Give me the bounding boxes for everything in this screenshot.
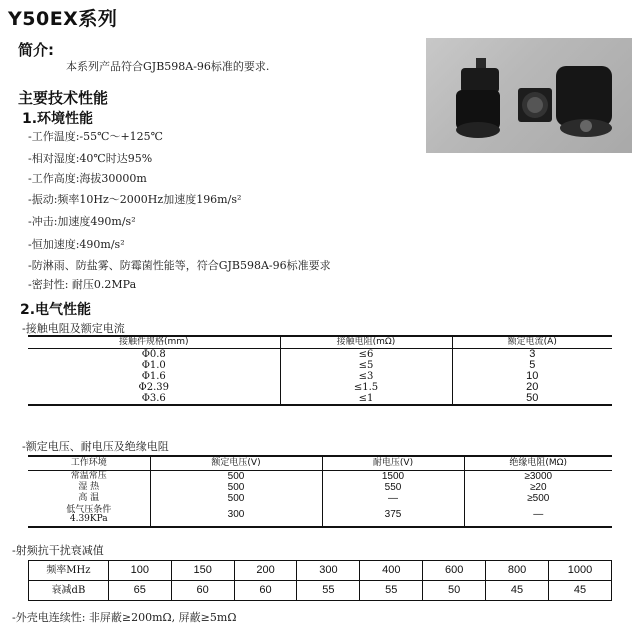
table-cell: Φ2.39 xyxy=(138,381,169,393)
env-item: -相对湿度:40℃时达95% xyxy=(28,152,153,165)
table-cell: 60 xyxy=(234,581,297,601)
table-cell: 45 xyxy=(548,581,611,601)
table-cell: ≥3000 xyxy=(464,471,612,483)
connector-illustration xyxy=(426,38,632,153)
table-cell: 500 xyxy=(150,471,322,483)
env-heading: 1.环境性能 xyxy=(22,111,94,127)
table-cell: 65 xyxy=(108,581,171,601)
env-item: -密封性: 耐压0.2MPa xyxy=(28,278,137,291)
env-item: -工作高度:海拔30000m xyxy=(28,172,147,185)
table-cell: 55 xyxy=(360,581,423,601)
table-row xyxy=(28,482,612,493)
env-item: -振动:频率10Hz～2000Hz加速度196m/s² xyxy=(28,193,242,206)
env-item: -恒加速度:490m/s² xyxy=(28,238,125,251)
table-cell: 600 xyxy=(423,561,486,581)
table-cell: ≤1.5 xyxy=(280,382,452,393)
table-cell: 500 xyxy=(150,493,322,504)
shell-continuity: -外壳电连续性: 非屏蔽≥200mΩ, 屏蔽≥5mΩ xyxy=(12,611,237,624)
table-cell: 湿 热 xyxy=(78,481,100,492)
table-row xyxy=(28,493,612,504)
table-cell: 800 xyxy=(486,561,549,581)
table-header: 工作环境 xyxy=(28,456,150,471)
table-cell: — xyxy=(322,493,464,504)
intro-heading: 简介: xyxy=(18,41,54,59)
table-row xyxy=(28,393,612,405)
env-item: -冲击:加速度490m/s² xyxy=(28,215,136,228)
table-row xyxy=(29,561,612,581)
table-cell: Φ1.6 xyxy=(141,370,166,382)
table-cell: ≤5 xyxy=(280,360,452,371)
voltage-table-label: -额定电压、耐电压及绝缘电阻 xyxy=(22,440,169,453)
table-cell: 55 xyxy=(297,581,360,601)
table-cell: 550 xyxy=(322,482,464,493)
table-row xyxy=(29,581,612,601)
table-cell: 150 xyxy=(171,561,234,581)
table-cell: 45 xyxy=(486,581,549,601)
table-cell: 100 xyxy=(108,561,171,581)
table-cell: Φ1.0 xyxy=(141,359,166,371)
table-cell: 60 xyxy=(171,581,234,601)
table-row xyxy=(28,471,612,483)
elec-heading: 2.电气性能 xyxy=(20,302,92,318)
table-cell: 400 xyxy=(360,561,423,581)
table-cell: 频率MHz xyxy=(29,561,109,581)
table-row xyxy=(28,504,612,527)
product-photo xyxy=(426,38,632,153)
table-cell: Φ3.6 xyxy=(141,392,166,404)
table-cell: ≤3 xyxy=(280,371,452,382)
table-cell: 10 xyxy=(452,371,612,382)
table-cell: 1500 xyxy=(322,471,464,483)
table-cell: 低气压条件 4.39KPa xyxy=(66,504,112,524)
contact-resistance-table xyxy=(28,335,612,406)
table-cell: ≤6 xyxy=(280,349,452,361)
table-header: 额定电压(V) xyxy=(150,456,322,471)
table-cell: 1000 xyxy=(548,561,611,581)
table-row xyxy=(28,371,612,382)
env-item: -防淋雨、防盐雾、防霉菌性能等，符合GJB598A-96标准要求 xyxy=(28,259,331,272)
table-cell: 300 xyxy=(150,504,322,527)
table-header: 接触电阻(mΩ) xyxy=(280,336,452,349)
table-cell: 50 xyxy=(452,393,612,405)
table-cell: 5 xyxy=(452,360,612,371)
table-cell: 常温常压 xyxy=(70,470,107,481)
env-item: -工作温度:-55℃～+125℃ xyxy=(28,130,163,143)
table-cell: ≥20 xyxy=(464,482,612,493)
table-cell: 375 xyxy=(322,504,464,527)
rf-table-label: -射频抗干扰衰减值 xyxy=(12,544,104,557)
table-cell: ≥500 xyxy=(464,493,612,504)
table-header: 绝缘电阻(MΩ) xyxy=(464,456,612,471)
table-cell: 50 xyxy=(423,581,486,601)
table-header: 接触件规格(mm) xyxy=(28,336,280,349)
main-heading: 主要技术性能 xyxy=(18,89,109,107)
table-row xyxy=(28,349,612,361)
table-cell: ≤1 xyxy=(280,393,452,405)
table-cell: 3 xyxy=(452,349,612,361)
voltage-table xyxy=(28,455,612,528)
table-cell: 200 xyxy=(234,561,297,581)
table-header: 额定电流(A) xyxy=(452,336,612,349)
contact-table-label: -接触电阻及额定电流 xyxy=(22,322,125,335)
intro-text: 本系列产品符合GJB598A-96标准的要求. xyxy=(66,60,270,73)
rf-attenuation-table xyxy=(28,560,612,601)
table-row xyxy=(28,382,612,393)
page-title: Y50EX系列 xyxy=(8,8,118,30)
table-cell: Φ0.8 xyxy=(141,348,166,360)
table-row xyxy=(28,360,612,371)
table-cell: — xyxy=(464,504,612,527)
table-cell: 300 xyxy=(297,561,360,581)
table-cell: 高 温 xyxy=(78,492,100,503)
table-header: 耐电压(V) xyxy=(322,456,464,471)
table-cell: 20 xyxy=(452,382,612,393)
table-cell: 衰减dB xyxy=(29,581,109,601)
table-cell: 500 xyxy=(150,482,322,493)
